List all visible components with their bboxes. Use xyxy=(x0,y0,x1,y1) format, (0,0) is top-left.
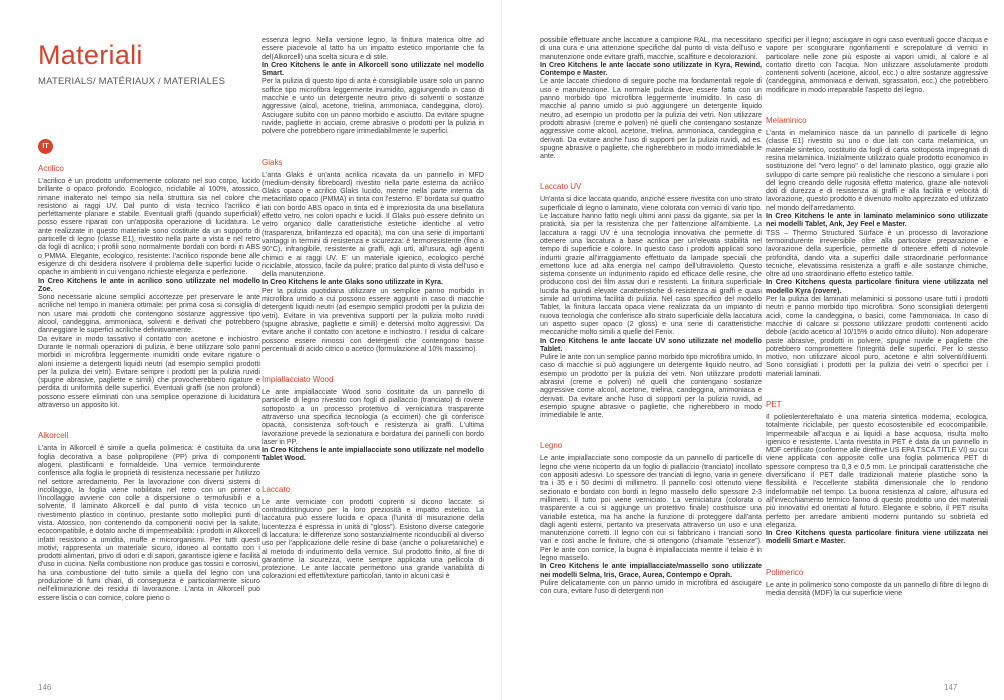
section-heading-laccato: Laccato xyxy=(262,484,291,494)
paragraph: essenza legno. Nella versione legno, la finitura materica oltre ad essere piacevole al tatto ha un impatto estetico importante che fa del(Alkorcell) una scelta sicura e di stile. xyxy=(262,36,484,61)
section-heading-acrilico: Acrilico xyxy=(38,164,64,173)
bold-note: In Creo Kitchens questa particolare finitura viene utilizzata nei modelli Smart e Master. xyxy=(766,529,988,546)
paragraph: Un'anta si dice laccata quando, anziché essere rivestita con uno strato superficiale di legno o laminato, viene colorata con vernici di vario tipo. Le laccature hanno fatto negli ultimi anni passi da gigante, sia per la praticità, sia per la resistenza che per l'attenzione all'ambiente. La laccatura a raggi UV è una tecnologia innovativa che permette di ottenere una laccatura a base acrilica per un'elevata stabilità nel tempo di superficie e colore. In questo caso i prodotti applicati sono induriti grazie all'irraggiamento effettuato da lampade speciali che emettono luce ad alta energia nel campo dell'ultravioletto. Questo sistema consente un indurimento rapido ed efficace delle resine, che producono così dei film assai duri e resistenti. La finitura superficiale lucida ha quindi elevate caratteristiche di resistenza ai graffi e quasi simile ad un'ottima facilità di pulizia. Nel caso specifico del modello Tablet, la finitura laccata opaca viene realizzata da un impianto di nuova tecnologia che conferisce allo strato superficiale della laccatura un aspetto super opaco (2 gloss) e una serie di caratteristiche meccaniche molto simili a quelle del Fenix. xyxy=(540,195,762,337)
bold-note: In Creo Kitchens le ante laccate sono utilizzate in Kyra, Rewind, Contempo e Master. xyxy=(540,60,762,78)
bold-note: In Creo Kitchens le ante Glaks sono utilizzate in Kyra. xyxy=(262,278,443,287)
section-heading-polimerico: Polimerico xyxy=(766,567,804,577)
paragraph: L'anta Glaks è un'anta acrilica ricavata da un pannello in MFD (medium-density fibreboard) rivestito nella parte esterna da acrilico Glaks opaco e acrilico Glaks lucido, mentre nella parte interna da metacrilato opaco (PMMA) in tinta con l'esterno. E' bordata sui quattro lati con bordo ABS opaco in tinta ed è impreziosita da una bisellatura effetto vetro, nei colori opachi e lucidi. Il Glaks può essere definito un vetro organico dalle caratteristiche estetiche identiche al vetro (trasparenza, brillantezza ed opacità), ma con una serie di importanti vantaggi in termini di resistenza e sicurezza: è termoresistente (fino a 90°C), infrangibile, resistente ai graffi, agli urti, all'usura, agli agenti chimici e ai raggi UV. E' un materiale igienico, ecologico perché riciclabile, atossico, facile da pulire; pratico dal punto di vista dell'uso e della manutenzione. xyxy=(262,170,484,279)
paragraph: Pulire delicatamente con un panno umido in microfibra ed asciugare con cura, evitare l'uso di detergenti non xyxy=(540,578,762,596)
section-heading-glaks: Glaks xyxy=(262,157,283,167)
page-number-right: 147 xyxy=(944,683,958,692)
bold-note: In Creo Kitchens le ante impiallacciate sono utilizzate nel modello Tablet Wood. xyxy=(262,446,484,463)
bold-note: In Creo Kitchens le ante laccate UV sono utilizzate nel modello Tablet. xyxy=(540,336,762,353)
paragraph: TSS – Thermo Structured Surface è un processo di lavorazione termoindurente irreversibile oltre alla particolare preparazione e lavorazione della superficie, permette di ottenere effetti di notevole profondità, dando vita a superfici dalle straordinarie performance tecniche, elevatissima resistenza a graffi e alle sostanze chimiche, oltre ad uno straordinario effetto estetico tattile. xyxy=(766,228,988,279)
section-heading-impiallacciato: Impiallacciato Wood xyxy=(262,375,334,385)
section-heading-melaminico: Melaminico xyxy=(766,116,807,126)
bold-note: In Creo Kitchens le ante in acrilico sono utilizzate nel modello Zoe. xyxy=(38,276,260,293)
paragraph: Pulire le ante con un semplice panno morbido tipo microfibra umido. In caso di macchie si può aggiungere un detergente liquido neutro, ad esempio un prodotto per la pulizia dei vetri. Non utilizzare prodotti abrasivi (creme e polveri) né quelli che contengano sostanze aggressive come alcool, acetone, trielina, candeggina, ammoniaca e derivati. Da evitare anche l'uso di supporti per la pulizia ruvidi, ad esempio spugne abrasive o pagliette, che righerebbero in modo irrimediabile le ante. xyxy=(540,353,762,420)
paragraph: Le ante impiallacciate sono composte da un pannello di particelle di legno che viene ricoperto da un foglio di piallaccio (tranciato) incollato con appositi adesivi. Lo spessore dei tranciati di legno, varia in genere tra i 35 e i 50 decimi di millimetro. Il pannello così ottenuto viene sezionato e bordato con bordi in legno massello dello spessore 2-3 millimetri. Il tutto poi viene verniciato. La verniciatura (colorata o trasparente a cui si aggiunge un protettivo finale) costituisce una variabile estetica, ma ha anche la funzione di proteggere dall'anta dagli agenti esterni, pertanto va preservata attraverso un uso e una manutenzione corretti. Il legno con cui si fabbricano i tranciati sono vari e così anche le finiture, che si ottengono (chiamate "essenze"). Per le ante con cornice, la bugna è impiallacciata mentre il telaio è in legno massello. xyxy=(540,454,762,563)
page-title: Materiali xyxy=(38,40,143,70)
paragraph: Per la pulizia quotidiana utilizzare un semplice panno morbido in microfibra umido a cui possono essere aggiunti in caso di macchie detergenti liquidi neutri (ad esempio semplici prodotti per la pulizia dei vetri). Evitare in via preventiva supporti per la pulizia molto ruvidi (spugne abrasive, pagliette e simili) e detersivi molto aggressivi. Da evitare anche il contatto con acetone e inchiostro. I residui di calcare possono essere rimossi con detergenti che contengono basse percentuali di acido citrico o acetico (formulazione al 10% massimo). xyxy=(262,286,484,353)
paragraph: Le ante impiallacciate Wood sono costituite da un pannello di particelle di legno rivestito con fogli di piallaccio (tranciato) di rovere sottoposto a un processo protettivo di verniciatura trasparente attraverso una specifica tecnologia (a eccimeri) che gli conferisce opacità, consistenza soft-touch e resistenza ai graffi. L'ultima lavorazione prevede la sezionatura e bordatura dei pannelli con bordo laser in PP. xyxy=(262,388,484,446)
section-heading-laccato-uv: Laccato UV xyxy=(540,182,582,192)
paragraph: Sono necessarie alcune semplici accortezze per preservare le ante acriliche nel tempo in maniera ottimale: per prima cosa si consiglia di non usare mai prodotti che contengono sostanze aggressive tipo alcool, candeggina, ammoniaca, solventi e derivati che potrebbero danneggiare le superfici acriliche definitivamente. xyxy=(38,293,260,335)
section-heading-alkorcell: Alkorcell xyxy=(38,431,69,441)
column-4 xyxy=(766,36,988,668)
bold-note: In Creo Kitchens le ante in Alkorcell sono utilizzate nel modello Smart. xyxy=(262,60,484,78)
page-number-left: 146 xyxy=(38,683,52,692)
paragraph: Le ante laccate chiedono di seguire poche ma fondamentali regole di uso e manutenzione. La normale pulizia deve essere fatta con un panno morbido tipo microfibra leggermente inumidito. In caso di macchie al panno umido si può aggiungere un detergente liquido neutro, ad esempio un prodotto per la pulizia dei vetri. Non utilizzare prodotti abrasivi (creme e polveri) né quelli che contengano sostanze aggressive come alcool, acetone, trielina, ammoniaca, candeggina e derivati. Da evitare anche l'uso di supporti per la pulizia ruvidi, ad es. spugne abrasive o pagliette, che righerebbero in modo irrimediabile le ante. xyxy=(540,77,762,161)
column-3 xyxy=(540,36,762,668)
bold-note: In Creo Kitchens le ante in laminato melaminico sono utilizzate nei modelli Tablet, Ank, Jey Feel e Master. xyxy=(766,212,988,229)
column-2 xyxy=(262,36,484,668)
section-heading-legno: Legno xyxy=(540,441,563,451)
paragraph: L'acrilico è un prodotto uniformemente colorato nel suo corpo, lucido brillante o opaco profondo. Ecologico, riciclabile al 100%, atossico, rimane inalterato nel tempo sia nella struttura sia nel colore che resistono ai raggi UV. Dal punto di vista tecnico l'acrilico è perfettamente planare e stabile. Eventuali graffi (quando superficiali) posso essere riparati con un'apposita operazione di lucidatura. Le ante realizzate in questo materiale sono costituite da un supporto di particelle di legno (classe E1), rivestito nella parte a vista e nel retro da fogli di acrilico; i profili sono normalmente bordati con bordi in ABS o PMMA. Elegante, ecologico, resistente: l'acrilico risponde bene alle esigenze di chi desidera risolvere il problema delle superfici lucide o opache in ambienti in cui vengano richieste eleganza e perfezione. xyxy=(38,177,260,277)
paragraph: Per la pulizia di questo tipo di anta è consigliabile usare solo un panno soffice tipo microfibra leggermente inumidito, aggiungendo in caso di macchie e unto un detergente neutro privo di solventi o sostanze aggressive (alcol, acetone, trielina, ammoniaca, candeggina, cloro). Asciugare subito con un panno morbido e asciutto. Da evitare spugne ruvide, pagliette in acciaio, creme abrasive o prodotti per la pulizia in polvere che potrebbero rigare irrimediabilmente le superfici. xyxy=(262,77,484,136)
language-badge: IT xyxy=(38,139,53,154)
paragraph: possibile effettuare anche laccature a campione RAL, ma necessitano di una cura e una attenzione specifiche dal punto di vista dell'uso e manutenzione onde evitare graffi, macchie, scalfiture e decolorazioni. xyxy=(540,36,762,61)
paragraph: Da evitare in modo tassativo il contatto con acetone e inchiostro. Durante le normali operazioni di pulizia, è bene utilizzare solo panni morbidi in microfibra leggermente inumiditi onde evitare rigature o aloni insieme a detergenti liquidi neutri (ad esempio semplici prodotti per la pulizia dei vetri). Evitare sempre i prodotti per la pulizia ruvidi (spugne abrasive, pagliette e simili) che provocherebbero rigature e perdita di uniformità delle superfici. Eventuali graffi (se non profondi) possono essere eliminati con una semplice operazione di lucidatura attraverso un apposito kit. xyxy=(38,334,260,410)
bold-note: In Creo Kitchens questa particolare finitura viene utilizzata nel modello Kyra (rovere). xyxy=(766,278,988,295)
paragraph: Il polietilentereftalato è una materia sintetica moderna, ecologica, totalmente riciclabile, per questo ecosostenibile ed ecocompatibile. Impermeabile all'acqua e ai liquidi a base acquosa, risulta molto igienico e resistente. L'anta rivestita in PET è data da un pannello in MDF certificato (conforme alle direttive US EPA TSCA TITLE VI) su cui viene applicata con apposite colle una foglia polimerica PET di spessore compreso tra 0,3 e 0,5 mm. Le principali caratteristiche che diversificano il PET dalle tradizionali materie plastiche sono la flessibilità e l'eccellente stabilità dimensionale che lo rendono indeformabile nel tempo. La buona resistenza al calore, all'usura ed all'invecchiamento termico fanno di questo prodotto uno dei materiali più innovativi ed orientati al futuro. Elegante e sobrio, il PET risulta perfetto per arredare ambienti moderni puntando su sobrietà ed eleganza. xyxy=(766,412,988,529)
paragraph: Le ante verniciate con prodotti coprenti si dicono laccate: si contraddistinguono per la loro preziosità e impatto estetico. La laccatura può essere lucida e opaca (l'unità di misurazione della lucentezza è espressa in unità di "gloss"). Esistono diverse categorie di laccatura: le differenze sono sostanzialmente riconducibili al diverso uso per l'applicazione delle resine di base (anche o poliuretaniche) e al metodo di indurimento della vernice. Sul prodotto finito, al fine di garantirne la sicurezza, viene sempre applicata una pellicola di protezione. Le ante laccate permettono una grande variabilità di colorazioni ed effetti/texture particolari, tanto in alcuni casi è xyxy=(262,497,484,581)
paragraph: L'anta in melaminico nasce da un pannello di particelle di legno (classe E1) rivestito su uno o due lati con carta melaminica, un materiale sintetico, costituito da fogli di carta sottoposta impregnati di resina melaminica. Inizialmente utilizzato quale prodotto economico in sostituzione del "vero legno" o del laminato plastico, oggi grazie allo sviluppo di carte sempre più realistiche che riescono a simulare i pori del legno creando delle rugosità effetto materico, grazie alle notevoli doti di durezza e di resistenza ai graffi e alla facilità e velocità di lavorazione, questo prodotto è divenuto molto apprezzato ed utilizzato nel mondo dell'arredamento. xyxy=(766,129,988,212)
column-1 xyxy=(38,164,260,669)
section-heading-pet: PET xyxy=(766,399,782,409)
paragraph: L'anta in Alkorcell è simile a quella polimerica: è costituita da una foglia decorativa a base polipropilene (PP) priva di componenti alogeni, plastificanti e formaldeide. Una vernice termoindurente conferisce alla foglia le proprietà di resistenza necessarie per l'utilizzo nel settore arredamento. Per la lavorazione con diversi sistemi di incollaggio, la foglia viene nobilitata nel retro con un primer o l'incollaggio avviene con colle a dispersione o termofusibili e a solvente. Il laminato Alkorcell è dal punto di vista tecnico un rivestimento plastico in continuo, prestante sotto molteplici punti di vista. Atossico, non contenendo da componenti nocivi per la salute, ecocompatibile, è dotato anche di impermeabilità: i prodotti in Alkorcell infatti resistono a umidità, muffe e microrganismi. Per tutti questi motivi, rappresenta un materiale sicuro, idoneo al contatto con i prodotti alimentari, privo di odori e di sapori, garantisce igiene e facilità d'uso in cucina. Nella combustione non produce gas tossici e corrosivi, ha una combustione del tutto simile a quella del legno con una produzione di fumi chiari, di consegueza è particolarmente sicuro nell'eliminazione dei residui di lavorazione. L'anta in Alkorcell può essere liscia o con cornice, colore pieno o xyxy=(38,444,260,602)
paragraph: Per la pulizia dei laminati melaminici si possono usare tutti i prodotti neutri e panno morbido tipo microfibra. Sono sconsigliati detergenti acidi, come la candeggina, o basici, come l'ammoniaca. In caso di macchie di calcare si possono utilizzare prodotti contenenti acido debole (acido acetico al 10/15% o acido citrico diluito). Non adoperare paste abrasive, prodotti in polvere, spugne ruvide e pagliette che potrebbero compromettere l'integrità delle superfici. Per lo stesso motivo, non utilizzare alcool puro, acetone e altri solventi/diluenti. Sono consigliati i prodotti per la pulizia dei vetri o specifici per i materiali laminati. xyxy=(766,295,988,378)
paragraph: specifici per il legno; asciugare in ogni caso eventuali gocce d'acqua e vapore per scongiurare rigonfiamenti e screpolature di vernici in particolare nelle zone più esposte ai vapori umidi, al calore e al contatto diretto con l'acqua. Non utilizzare assolutamente prodotti contenenti solventi (acetone, alcool, ecc.) o altre sostanze aggressive (candeggina, ammoniaca e derivati, sgrassatori, ecc.) che potrebbero modificare in modo irreparabile l'aspetto del legno. xyxy=(766,36,988,94)
paragraph: Le ante in polimerico sono composte da un pannello di fibre di legno di media densità (MDF) la cui superficie viene xyxy=(766,580,988,598)
page-subtitle: MATERIALS/ MATÉRIAUX / MATERIALES xyxy=(38,76,226,87)
bold-note: In Creo Kitchens le ante impiallacciate/massello sono utilizzate nei modelli Selma, Iris, Grace, Aurea, Contempo e Oprah. xyxy=(540,562,762,579)
